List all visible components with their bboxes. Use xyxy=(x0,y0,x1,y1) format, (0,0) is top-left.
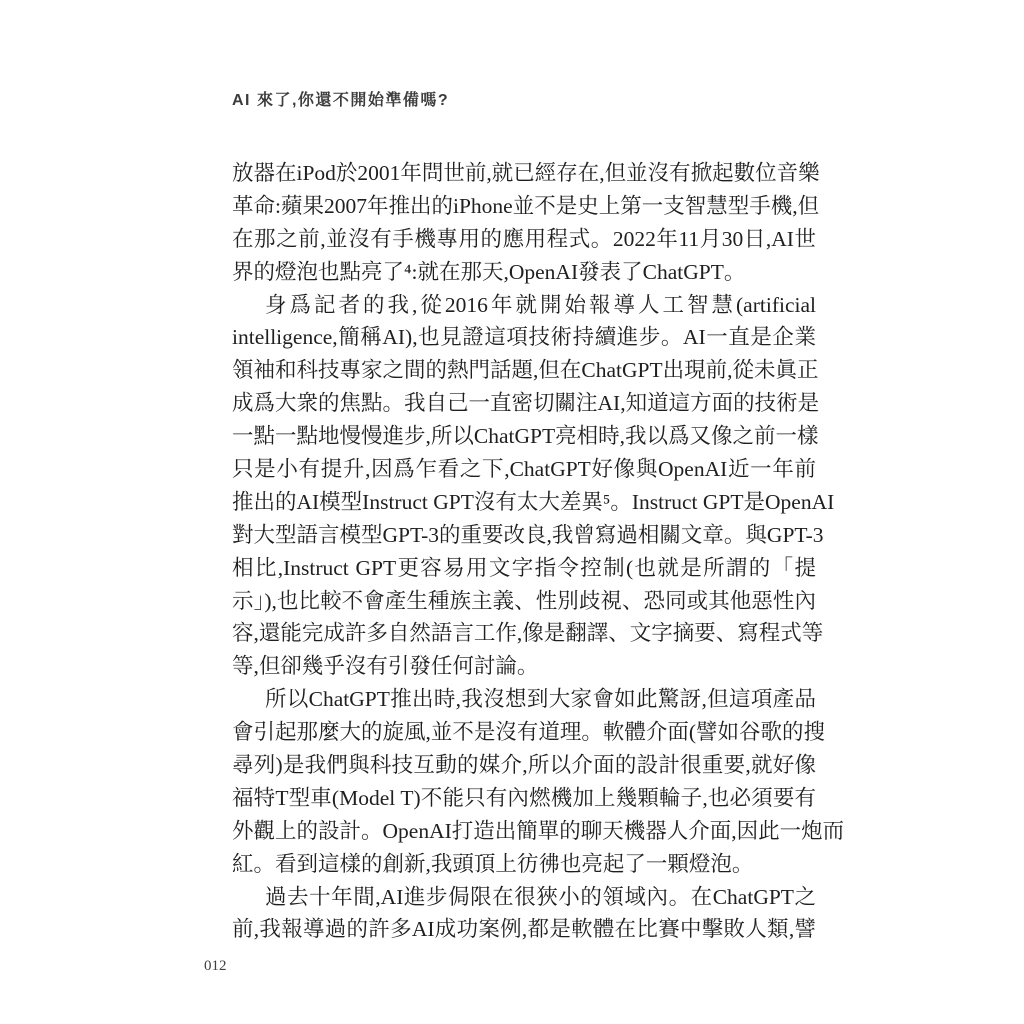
running-header: AI 來了,你還不開始準備嗎? xyxy=(232,92,450,109)
text-line: 在那之前,並沒有手機專用的應用程式。2022年11月30日,AI世 xyxy=(232,226,816,251)
text-line: 相比,Instruct GPT更容易用文字指令控制(也就是所謂的「提 xyxy=(232,555,816,580)
page-number: 012 xyxy=(204,958,227,974)
text-line: 過去十年間,AI進步侷限在很狹小的領域內。在ChatGPT之 xyxy=(265,884,816,909)
text-line: 對大型語言模型GPT-3的重要改良,我曾寫過相關文章。與GPT-3 xyxy=(232,522,824,547)
text-line: 推出的AI模型Instruct GPT沒有太大差異⁵。Instruct GPT是OpenAI xyxy=(232,489,835,514)
text-line: 領袖和科技專家之間的熱門話題,但在ChatGPT出現前,從未眞正 xyxy=(232,358,819,383)
text-line: 所以ChatGPT推出時,我沒想到大家會如此驚訝,但這項產品 xyxy=(265,687,816,712)
text-line: 只是小有提升,因爲乍看之下,ChatGPT好像與OpenAI近一年前 xyxy=(232,457,816,482)
text-line: 等,但卻幾乎沒有引發任何討論。 xyxy=(232,654,539,679)
text-line: intelligence,簡稱AI),也見證這項技術持續進步。AI一直是企業 xyxy=(232,325,816,350)
text-line: 成爲大衆的焦點。我自己一直密切關注AI,知道這方面的技術是 xyxy=(232,391,820,416)
text-line: 身爲記者的我,從2016年就開始報導人工智慧(artificial xyxy=(265,292,816,317)
text-line: 尋列)是我們與科技互動的媒介,所以介面的設計很重要,就好像 xyxy=(232,753,816,778)
body-text xyxy=(232,157,845,946)
text-line: 一點一點地慢慢進步,所以ChatGPT亮相時,我以爲又像之前一樣 xyxy=(232,424,819,449)
text-line: 外觀上的設計。OpenAI打造出簡單的聊天機器人介面,因此一炮而 xyxy=(232,818,845,843)
text-line: 革命:蘋果2007年推出的iPhone並不是史上第一支智慧型手機,但 xyxy=(232,193,820,218)
text-line: 福特T型車(Model T)不能只有內燃機加上幾顆輪子,也必須要有 xyxy=(232,785,816,810)
text-line: 會引起那麼大的旋風,並不是沒有道理。軟體介面(譬如谷歌的搜 xyxy=(232,720,826,745)
text-line: 前,我報導過的許多AI成功案例,都是軟體在比賽中擊敗人類,譬 xyxy=(232,917,816,942)
text-line: 示」),也比較不會產生種族主義、性別歧視、恐同或其他惡性內 xyxy=(232,588,816,613)
text-line: 容,還能完成許多自然語言工作,像是翻譯、文字摘要、寫程式等 xyxy=(232,621,824,646)
text-line: 界的燈泡也點亮了⁴:就在那天,OpenAI發表了ChatGPT。 xyxy=(232,259,746,284)
text-line: 放器在iPod於2001年問世前,就已經存在,但並沒有掀起數位音樂 xyxy=(232,161,820,185)
text-line: 紅。看到這樣的創新,我頭頂上彷彿也亮起了一顆燈泡。 xyxy=(232,851,754,876)
